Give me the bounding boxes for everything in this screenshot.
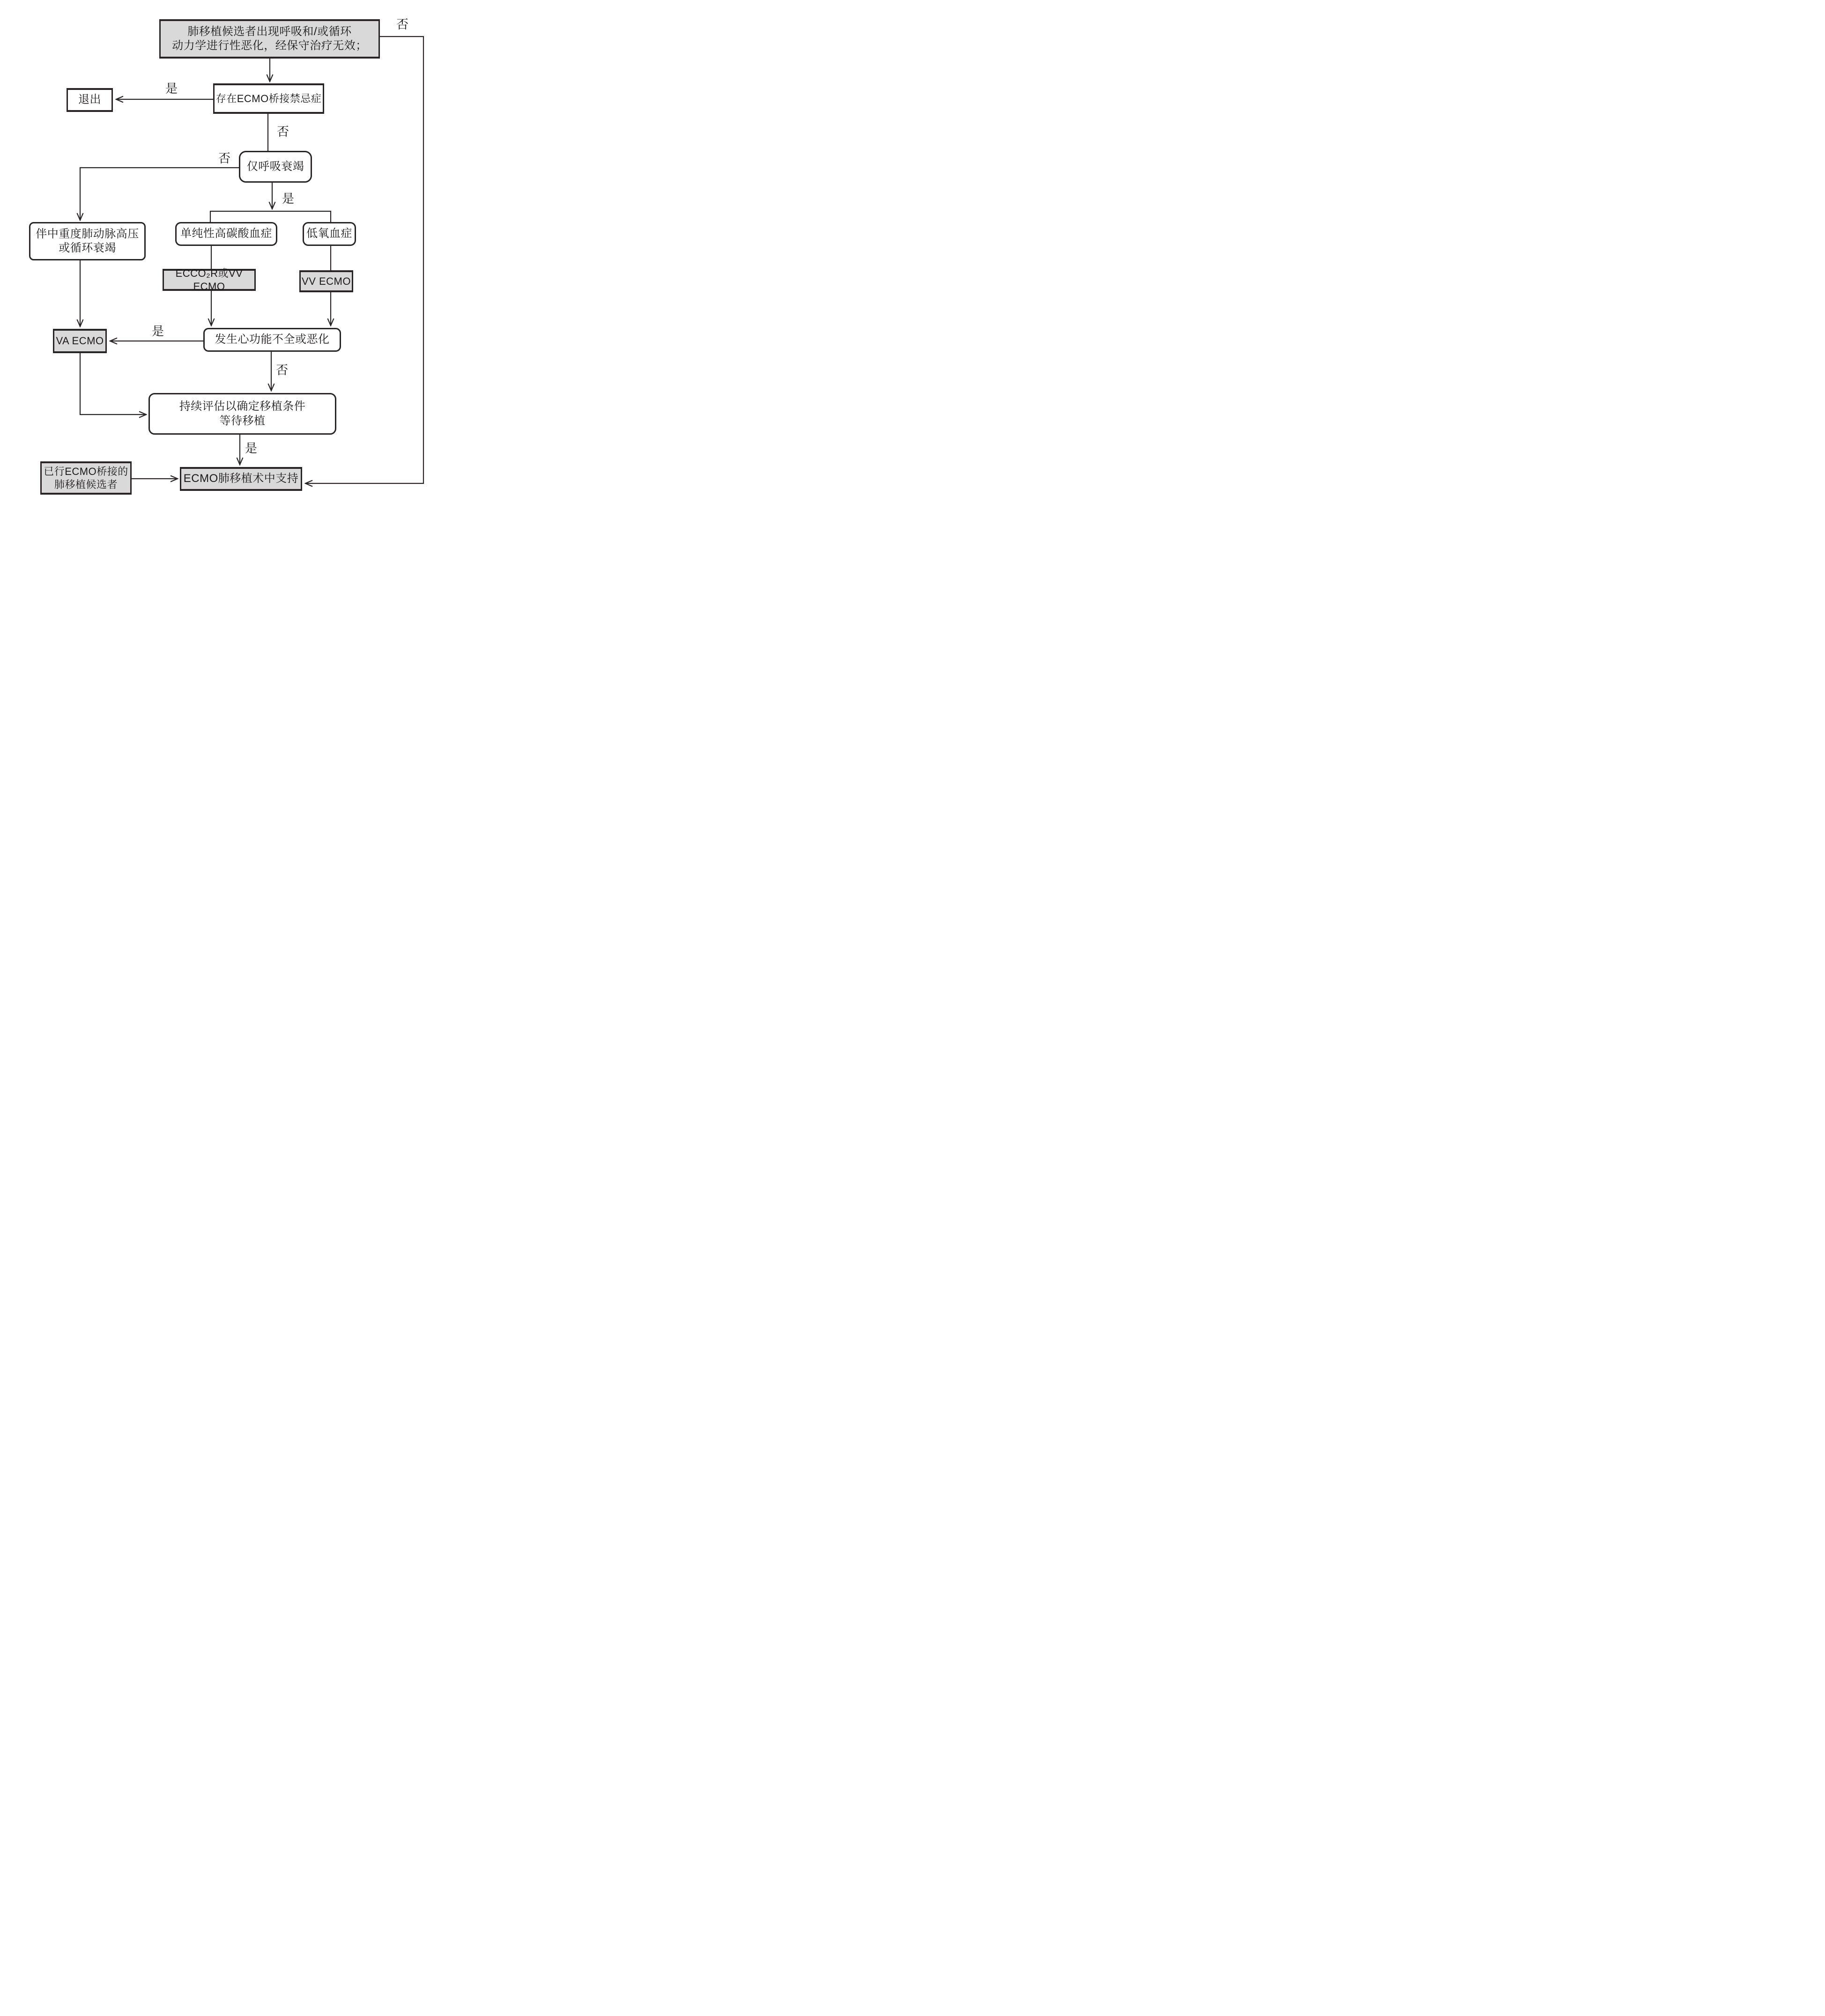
node-start-line1: 肺移植候选者出现呼吸和/或循环 [187, 25, 352, 38]
connector-resp-no-to-pah [80, 168, 239, 220]
node-pah-line2: 或循环衰竭 [59, 242, 116, 254]
node-evaluate-waitlist [148, 393, 336, 435]
node-intraoperative-support [180, 467, 302, 491]
node-ecco2r-label: ECCO₂R或VV ECMO [175, 267, 243, 292]
node-ecco2r [163, 269, 256, 291]
edge-label-no-cardiac: 否 [275, 363, 289, 377]
node-cardiac-label: 发生心功能不全或恶化 [215, 333, 330, 346]
node-evaluate-line1: 持续评估以确定移植条件 [179, 400, 306, 413]
connector-split-bar [210, 211, 331, 222]
node-start-line2: 动力学进行性恶化，经保守治疗无效； [172, 39, 367, 52]
node-pah-line1: 伴中重度肺动脉高压 [36, 227, 139, 240]
node-hypoxemia-label: 低氧血症 [306, 227, 352, 240]
edge-label-yes-eval: 是 [245, 441, 258, 455]
node-bridged-candidate [40, 461, 132, 495]
node-hypercapnia [175, 222, 277, 246]
node-hypoxemia [303, 222, 356, 246]
node-evaluate-line2: 等待移植 [219, 414, 266, 427]
node-respiratory-only-label: 仅呼吸衰竭 [246, 160, 304, 173]
connector-vaecmo-to-evaluate [80, 353, 146, 415]
node-va-ecmo [53, 329, 107, 353]
node-bridged-line1: 已行ECMO桥接的 [44, 465, 128, 477]
node-exit-label: 退出 [78, 93, 101, 106]
edge-label-yes-resp: 是 [282, 192, 295, 206]
node-bridged-line2: 肺移植候选者 [54, 478, 118, 490]
edge-label-no-resp: 否 [218, 151, 231, 165]
node-cardiac-dysfunction [203, 328, 341, 352]
edge-label-no-top-bypass: 否 [396, 17, 409, 31]
node-vv-ecmo-label: VV ECMO [302, 275, 351, 287]
node-respiratory-only [239, 151, 312, 183]
node-start [159, 19, 380, 59]
edge-label-no-contra: 否 [276, 125, 289, 139]
edge-label-yes-exit: 是 [165, 82, 178, 96]
node-vv-ecmo [299, 270, 353, 292]
node-intraop-label: ECMO肺移植术中支持 [183, 472, 299, 485]
node-va-ecmo-label: VA ECMO [56, 335, 104, 347]
node-exit [67, 88, 113, 112]
node-hypercapnia-label: 单纯性高碳酸血症 [180, 227, 272, 240]
node-pulmonary-hypertension [29, 222, 146, 260]
node-contraindication [213, 83, 324, 114]
flowchart-canvas [0, 0, 456, 504]
edge-label-yes-cardiac: 是 [151, 324, 164, 338]
node-contraindication-label: 存在ECMO桥接禁忌症 [215, 92, 322, 104]
